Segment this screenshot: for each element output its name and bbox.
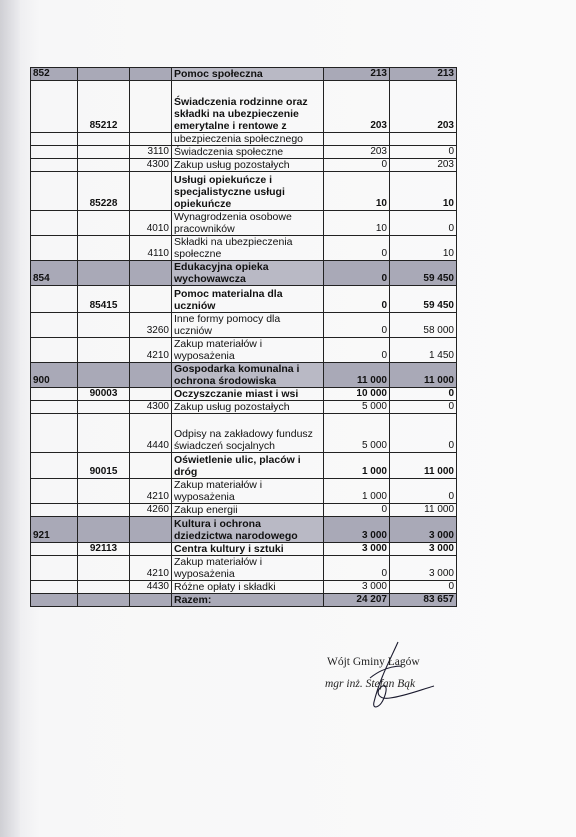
- paragraph-code-cell: 4300: [130, 401, 172, 414]
- table-row: [31, 172, 457, 211]
- amount-increase-cell: 3 000: [390, 517, 457, 543]
- section-code-cell: [31, 159, 78, 172]
- paragraph-code-cell: [130, 363, 172, 388]
- amount-increase-cell: 11 000: [390, 504, 457, 517]
- table-row: [31, 236, 457, 261]
- amount-increase-cell: 1 450: [390, 338, 457, 363]
- paragraph-code-cell: 4430: [130, 581, 172, 594]
- chapter-code-cell: [78, 594, 130, 607]
- section-code-cell: 900: [31, 363, 78, 388]
- paragraph-code-cell: 4210: [130, 556, 172, 581]
- description-cell: Razem:: [172, 594, 324, 607]
- amount-increase-cell: 0: [390, 414, 457, 453]
- table-row: [31, 479, 457, 504]
- chapter-code-cell: [78, 313, 130, 338]
- amount-increase-cell: 11 000: [390, 453, 457, 479]
- section-code-cell: [31, 211, 78, 236]
- paragraph-code-cell: [130, 68, 172, 81]
- paragraph-code-cell: 4300: [130, 159, 172, 172]
- amount-increase-cell: 11 000: [390, 363, 457, 388]
- amount-increase-cell: 0: [390, 401, 457, 414]
- paragraph-code-cell: 3260: [130, 313, 172, 338]
- description-cell: Gospodarka komunalna i ochrona środowiska: [172, 363, 324, 388]
- paragraph-code-cell: [130, 133, 172, 146]
- paragraph-code-cell: 4210: [130, 338, 172, 363]
- chapter-code-cell: [78, 338, 130, 363]
- chapter-code-cell: [78, 211, 130, 236]
- amount-increase-cell: 0: [390, 581, 457, 594]
- amount-decrease-cell: 11 000: [324, 363, 390, 388]
- amount-increase-cell: 0: [390, 388, 457, 401]
- paragraph-code-cell: [130, 517, 172, 543]
- description-cell: Różne opłaty i składki: [172, 581, 324, 594]
- description-cell: Zakup materiałów i wyposażenia: [172, 556, 324, 581]
- table-row: [31, 363, 457, 388]
- chapter-code-cell: 85212: [78, 81, 130, 133]
- table-row: [31, 159, 457, 172]
- budget-table: [30, 67, 457, 607]
- paragraph-code-cell: [130, 286, 172, 313]
- section-code-cell: [31, 286, 78, 313]
- amount-increase-cell: 59 450: [390, 286, 457, 313]
- amount-decrease-cell: 0: [324, 313, 390, 338]
- section-code-cell: [31, 81, 78, 133]
- description-cell: Oświetlenie ulic, placów i dróg: [172, 453, 324, 479]
- table-row: [31, 133, 457, 146]
- section-code-cell: [31, 414, 78, 453]
- amount-decrease-cell: 0: [324, 556, 390, 581]
- paragraph-code-cell: [130, 172, 172, 211]
- description-cell: Zakup materiałów i wyposażenia: [172, 338, 324, 363]
- amount-decrease-cell: 3 000: [324, 581, 390, 594]
- chapter-code-cell: [78, 261, 130, 286]
- section-code-cell: [31, 504, 78, 517]
- section-code-cell: [31, 556, 78, 581]
- table-row: [31, 504, 457, 517]
- amount-decrease-cell: 0: [324, 159, 390, 172]
- amount-decrease-cell: 3 000: [324, 543, 390, 556]
- table-row: [31, 81, 457, 133]
- section-code-cell: [31, 479, 78, 504]
- description-cell: Świadczenia społeczne: [172, 146, 324, 159]
- amount-decrease-cell: 3 000: [324, 517, 390, 543]
- chapter-code-cell: 85228: [78, 172, 130, 211]
- chapter-code-cell: [78, 68, 130, 81]
- chapter-code-cell: [78, 581, 130, 594]
- amount-increase-cell: 0: [390, 479, 457, 504]
- chapter-code-cell: [78, 556, 130, 581]
- section-code-cell: 854: [31, 261, 78, 286]
- paragraph-code-cell: [130, 543, 172, 556]
- description-cell: Składki na ubezpieczenia społeczne: [172, 236, 324, 261]
- amount-increase-cell: 213: [390, 68, 457, 81]
- page-edge-shadow: [0, 0, 20, 837]
- table-row: [31, 261, 457, 286]
- description-cell: Edukacyjna opieka wychowawcza: [172, 261, 324, 286]
- signatory-title: Wójt Gminy Łagów: [327, 656, 420, 668]
- amount-increase-cell: 203: [390, 81, 457, 133]
- chapter-code-cell: 92113: [78, 543, 130, 556]
- chapter-code-cell: [78, 363, 130, 388]
- paragraph-code-cell: [130, 453, 172, 479]
- section-code-cell: [31, 146, 78, 159]
- chapter-code-cell: [78, 414, 130, 453]
- paragraph-code-cell: [130, 388, 172, 401]
- section-code-cell: [31, 581, 78, 594]
- amount-decrease-cell: 5 000: [324, 414, 390, 453]
- amount-increase-cell: 83 657: [390, 594, 457, 607]
- chapter-code-cell: [78, 159, 130, 172]
- description-cell: Zakup usług pozostałych: [172, 159, 324, 172]
- description-cell: Wynagrodzenia osobowe pracowników: [172, 211, 324, 236]
- description-cell: Usługi opiekuńcze i specjalistyczne usługi opiekuńcze: [172, 172, 324, 211]
- description-cell: Oczyszczanie miast i wsi: [172, 388, 324, 401]
- table-row: [31, 401, 457, 414]
- description-cell: Kultura i ochrona dziedzictwa narodowego: [172, 517, 324, 543]
- table-row: [31, 388, 457, 401]
- amount-decrease-cell: 10: [324, 172, 390, 211]
- table-row: [31, 581, 457, 594]
- section-code-cell: [31, 133, 78, 146]
- description-cell: Pomoc materialna dla uczniów: [172, 286, 324, 313]
- amount-decrease-cell: 0: [324, 286, 390, 313]
- chapter-code-cell: [78, 133, 130, 146]
- chapter-code-cell: 90003: [78, 388, 130, 401]
- amount-decrease-cell: 213: [324, 68, 390, 81]
- table-row: [31, 543, 457, 556]
- chapter-code-cell: [78, 236, 130, 261]
- amount-decrease-cell: 0: [324, 504, 390, 517]
- paragraph-code-cell: 3110: [130, 146, 172, 159]
- section-code-cell: [31, 594, 78, 607]
- table-row: [31, 313, 457, 338]
- amount-decrease-cell: 10 000: [324, 388, 390, 401]
- section-code-cell: [31, 388, 78, 401]
- amount-increase-cell: 3 000: [390, 543, 457, 556]
- paragraph-code-cell: [130, 261, 172, 286]
- description-cell: Centra kultury i sztuki: [172, 543, 324, 556]
- amount-increase-cell: 10: [390, 236, 457, 261]
- amount-decrease-cell: 1 000: [324, 479, 390, 504]
- amount-increase-cell: 203: [390, 159, 457, 172]
- signatory-name: mgr inż. Stefan Bąk: [325, 678, 416, 690]
- description-cell: Zakup energii: [172, 504, 324, 517]
- section-code-cell: [31, 543, 78, 556]
- amount-decrease-cell: 0: [324, 261, 390, 286]
- paragraph-code-cell: 4110: [130, 236, 172, 261]
- table-row: [31, 453, 457, 479]
- paragraph-code-cell: 4440: [130, 414, 172, 453]
- table-row: [31, 146, 457, 159]
- chapter-code-cell: [78, 401, 130, 414]
- section-code-cell: [31, 401, 78, 414]
- section-code-cell: 921: [31, 517, 78, 543]
- chapter-code-cell: [78, 504, 130, 517]
- section-code-cell: 852: [31, 68, 78, 81]
- amount-increase-cell: [390, 133, 457, 146]
- description-cell: Zakup materiałów i wyposażenia: [172, 479, 324, 504]
- amount-decrease-cell: 5 000: [324, 401, 390, 414]
- table-row: [31, 556, 457, 581]
- table-row: [31, 338, 457, 363]
- chapter-code-cell: 90015: [78, 453, 130, 479]
- section-code-cell: [31, 236, 78, 261]
- table-row: [31, 594, 457, 607]
- table-row: [31, 414, 457, 453]
- amount-increase-cell: 0: [390, 211, 457, 236]
- section-code-cell: [31, 338, 78, 363]
- amount-decrease-cell: 0: [324, 236, 390, 261]
- amount-increase-cell: 59 450: [390, 261, 457, 286]
- chapter-code-cell: 85415: [78, 286, 130, 313]
- table-row: [31, 517, 457, 543]
- budget-table-body: [31, 68, 457, 607]
- paragraph-code-cell: 4260: [130, 504, 172, 517]
- amount-decrease-cell: 203: [324, 146, 390, 159]
- amount-increase-cell: 58 000: [390, 313, 457, 338]
- amount-increase-cell: 3 000: [390, 556, 457, 581]
- paragraph-code-cell: [130, 594, 172, 607]
- table-row: [31, 286, 457, 313]
- section-code-cell: [31, 453, 78, 479]
- description-cell: Odpisy na zakładowy fundusz świadczeń socjalnych: [172, 414, 324, 453]
- amount-increase-cell: 10: [390, 172, 457, 211]
- description-cell: Świadczenia rodzinne oraz składki na ubezpieczenie emerytalne i rentowe z: [172, 81, 324, 133]
- description-cell: Zakup usług pozostałych: [172, 401, 324, 414]
- description-cell: Pomoc społeczna: [172, 68, 324, 81]
- amount-decrease-cell: 1 000: [324, 453, 390, 479]
- table-row: [31, 211, 457, 236]
- chapter-code-cell: [78, 146, 130, 159]
- paragraph-code-cell: 4210: [130, 479, 172, 504]
- table-row: [31, 68, 457, 81]
- amount-decrease-cell: [324, 133, 390, 146]
- paragraph-code-cell: [130, 81, 172, 133]
- amount-increase-cell: 0: [390, 146, 457, 159]
- amount-decrease-cell: 10: [324, 211, 390, 236]
- amount-decrease-cell: 0: [324, 338, 390, 363]
- section-code-cell: [31, 172, 78, 211]
- paragraph-code-cell: 4010: [130, 211, 172, 236]
- signature-block: [325, 656, 485, 690]
- amount-decrease-cell: 24 207: [324, 594, 390, 607]
- description-cell: ubezpieczenia społecznego: [172, 133, 324, 146]
- amount-decrease-cell: 203: [324, 81, 390, 133]
- section-code-cell: [31, 313, 78, 338]
- chapter-code-cell: [78, 517, 130, 543]
- chapter-code-cell: [78, 479, 130, 504]
- description-cell: Inne formy pomocy dla uczniów: [172, 313, 324, 338]
